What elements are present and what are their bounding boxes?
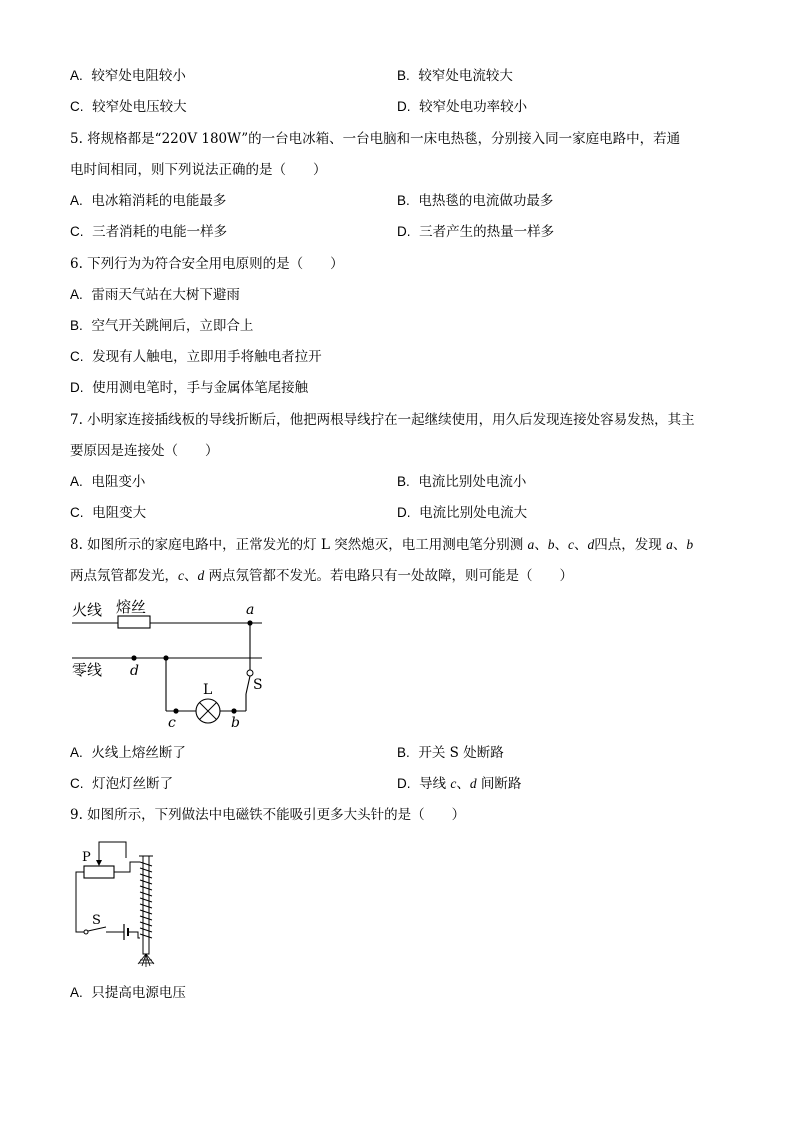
q5-stem-line2: 电时间相同，则下列说法正确的是（ ） <box>70 162 327 178</box>
point-c-label: c <box>168 715 176 731</box>
slider-arrowhead <box>96 860 102 866</box>
q6-stem: 6. 下列行为为符合安全用电原则的是（ ） <box>70 256 344 272</box>
q8-stem-line1: 8. 如图所示的家庭电路中，正常发光的灯 L 突然熄灭，电工用测电笔分别测 a、b、c、d四点，发现 a、b <box>70 537 694 553</box>
q4-option-d: D. 较窄处电功率较小 <box>397 99 528 115</box>
point-b <box>231 708 236 713</box>
point-d <box>131 655 136 660</box>
lamp-label: L <box>203 682 213 698</box>
wire-left <box>76 872 84 932</box>
pins-icon <box>138 954 154 967</box>
q4-option-b: B. 较窄处电流较大 <box>397 68 513 84</box>
q9-option-a: A. 只提高电源电压 <box>70 985 186 1001</box>
q6-option-d: D. 使用测电笔时，手与金属体笔尾接触 <box>70 380 309 396</box>
live-wire-label: 火线 <box>72 601 103 619</box>
q7-option-b: B. 电流比别处电流小 <box>397 474 527 490</box>
q7-stem-line2: 要原因是连接处（ ） <box>70 443 219 459</box>
q5-option-b: B. 电热毯的电流做功最多 <box>397 193 554 209</box>
electromagnet-diagram <box>70 836 170 970</box>
point-d-label: d <box>130 663 139 679</box>
q8-option-b: B. 开关 S 处断路 <box>397 745 504 761</box>
switch-label: S <box>92 913 101 928</box>
q9-stem: 9. 如图所示，下列做法中电磁铁不能吸引更多大头针的是（ ） <box>70 807 466 823</box>
fuse <box>118 616 150 628</box>
q7-option-d: D. 电流比别处电流大 <box>397 505 528 521</box>
q8-option-c: C. 灯泡灯丝断了 <box>70 776 174 792</box>
q4-option-c: C. 较窄处电压较大 <box>70 99 187 115</box>
q6-option-c: C. 发现有人触电，立即用手将触电者拉开 <box>70 349 322 365</box>
q8-stem-line2: 两点氖管都发光，c、d 两点氖管都不发光。若电路只有一处故障，则可能是（ ） <box>70 568 574 584</box>
switch-label: S <box>253 677 263 693</box>
switch-contact <box>84 930 88 934</box>
switch-blade <box>246 676 250 694</box>
switch-contact <box>247 670 253 676</box>
q5-option-c: C. 三者消耗的电能一样多 <box>70 224 228 240</box>
point-a-label: a <box>246 602 255 618</box>
q6-option-a: A. 雷雨天气站在大树下避雨 <box>70 287 240 303</box>
q7-stem-line1: 7. 小明家连接插线板的导线折断后，他把两根导线拧在一起继续使用，用久后发现连接处容易发热，其主 <box>70 412 695 428</box>
q5-option-a: A. 电冰箱消耗的电能最多 <box>70 193 227 209</box>
fuse-label: 熔丝 <box>116 598 147 616</box>
q8-option-d: D. 导线 c、d 间断路 <box>397 776 522 792</box>
q5-stem-line1: 5. 将规格都是“220V 180W”的一台电冰箱、一台电脑和一床电热毯，分别接入同一家庭电路中，若通 <box>70 131 681 147</box>
household-circuit-diagram <box>70 596 270 732</box>
slider-label: P <box>82 850 91 865</box>
wire-battery-coil <box>128 932 140 938</box>
wire-rheostat-coil <box>114 862 140 872</box>
rheostat <box>84 866 114 878</box>
q4-option-a: A. 较窄处电阻较小 <box>70 68 186 84</box>
q5-option-d: D. 三者产生的热量一样多 <box>397 224 555 240</box>
q7-option-c: C. 电阻变大 <box>70 505 147 521</box>
q8-option-a: A. 火线上熔丝断了 <box>70 745 186 761</box>
point-b-label: b <box>231 715 240 731</box>
neutral-wire-label: 零线 <box>72 661 103 679</box>
q6-option-b: B. 空气开关跳闸后，立即合上 <box>70 318 254 334</box>
q7-option-a: A. 电阻变小 <box>70 474 146 490</box>
wire-slider-top <box>99 842 126 858</box>
point-c <box>173 708 178 713</box>
